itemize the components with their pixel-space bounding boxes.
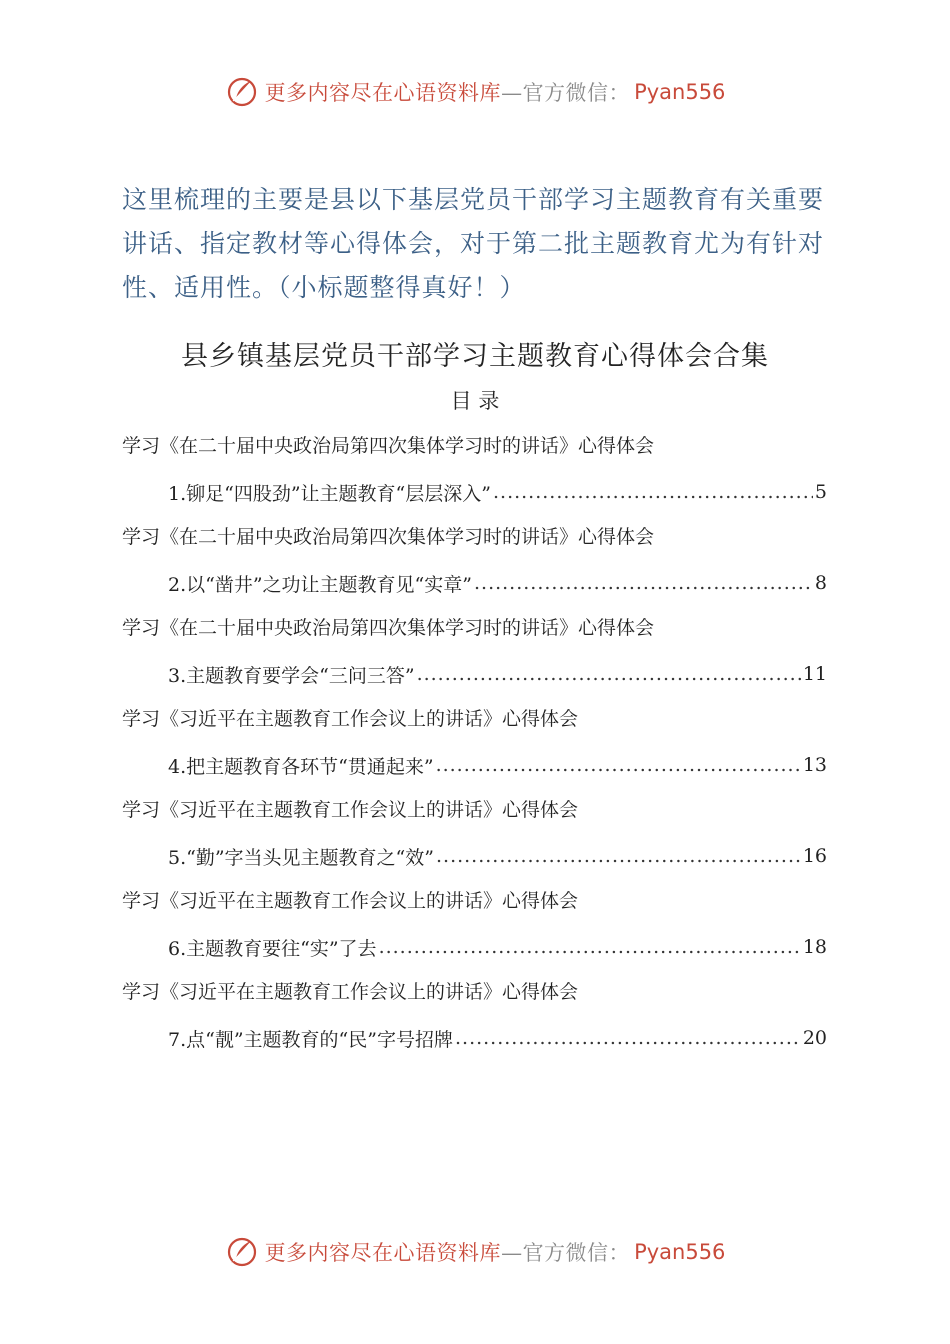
toc-entry-title: 2.以“凿井”之功让主题教育见“实章”: [168, 573, 472, 596]
toc-entry[interactable]: [122, 743, 827, 789]
feather-pen-logo-icon: [225, 75, 259, 109]
toc-page-number: 5: [814, 481, 827, 504]
toc-source-line: 学习《习近平在主题教育工作会议上的讲话》心得体会: [122, 708, 579, 730]
toc-source-line: 学习《在二十届中央政治局第四次集体学习时的讲话》心得体会: [122, 435, 655, 457]
toc-entry-title: 3.主题教育要学会“三问三答”: [168, 664, 415, 687]
toc-entry[interactable]: [122, 561, 827, 607]
toc-entry-title: 6.主题教育要往“实”了去: [168, 937, 377, 960]
toc-source-line: 学习《在二十届中央政治局第四次集体学习时的讲话》心得体会: [122, 526, 655, 548]
toc-entry[interactable]: [122, 1016, 827, 1062]
toc-leader-dots: [379, 936, 801, 958]
toc-source-line: 学习《在二十届中央政治局第四次集体学习时的讲话》心得体会: [122, 617, 655, 639]
document-title: 县乡镇基层党员干部学习主题教育心得体会合集: [181, 341, 769, 372]
banner-wechat-label: —官方微信：: [501, 81, 631, 105]
toc-entry-title: 4.把主题教育各环节“贯通起来”: [168, 755, 434, 778]
feather-pen-logo-icon: [225, 1235, 259, 1269]
toc-leader-dots: [436, 845, 801, 867]
banner-wechat-id: Pyan556: [634, 1240, 726, 1264]
toc-page-number: 18: [802, 936, 827, 959]
toc-page-number: 13: [802, 754, 827, 777]
toc-entry[interactable]: [122, 470, 827, 516]
toc-entry[interactable]: [122, 652, 827, 698]
toc-leader-dots: [493, 481, 813, 503]
toc-entry[interactable]: [122, 925, 827, 971]
banner-library-text: 更多内容尽在心语资料库: [264, 81, 502, 105]
toc-page-number: 8: [814, 572, 827, 595]
toc-source-line: 学习《习近平在主题教育工作会议上的讲话》心得体会: [122, 981, 579, 1003]
toc-leader-dots: [474, 572, 813, 594]
toc-entry-title: 5.“勤”字当头见主题教育之“效”: [168, 846, 434, 869]
toc-source-line: 学习《习近平在主题教育工作会议上的讲话》心得体会: [122, 799, 579, 821]
banner-wechat-label: —官方微信：: [501, 1241, 631, 1265]
banner-library-text: 更多内容尽在心语资料库: [264, 1241, 502, 1265]
toc-heading: 目 录: [450, 389, 500, 413]
toc-leader-dots: [455, 1027, 801, 1049]
toc-entry[interactable]: [122, 834, 827, 880]
toc-source-line: 学习《习近平在主题教育工作会议上的讲话》心得体会: [122, 890, 579, 912]
toc-page-number: 16: [802, 845, 827, 868]
toc-leader-dots: [417, 663, 801, 685]
toc-entry-title: 7.点“靓”主题教育的“民”字号招牌: [168, 1028, 453, 1051]
toc-page-number: 11: [802, 663, 827, 686]
footer-banner: [0, 1230, 950, 1274]
table-of-contents: [122, 424, 827, 1061]
toc-page-number: 20: [802, 1027, 827, 1050]
intro-paragraph: 这里梳理的主要是县以下基层党员干部学习主题教育有关重要讲话、指定教材等心得体会，对于第二批主题教育尤为有针对性、适用性。（小标题整得真好！）: [122, 185, 825, 302]
header-banner: [0, 70, 950, 114]
toc-entry-title: 1.铆足“四股劲”让主题教育“层层深入”: [168, 482, 491, 505]
banner-wechat-id: Pyan556: [634, 80, 726, 104]
toc-leader-dots: [436, 754, 801, 776]
